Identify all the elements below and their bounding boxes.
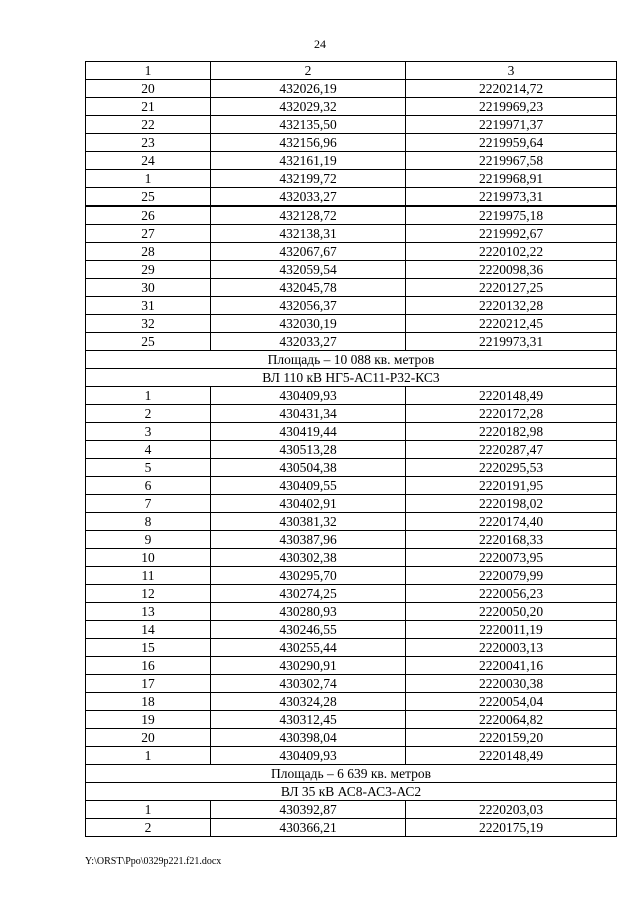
y-coordinate-cell: 2220098,36	[406, 261, 617, 279]
y-coordinate-cell: 2220050,20	[406, 603, 617, 621]
point-number-cell: 22	[86, 116, 211, 134]
x-coordinate-cell: 432128,72	[211, 206, 406, 225]
table-row	[86, 116, 617, 134]
y-coordinate-cell: 2220148,49	[406, 747, 617, 765]
x-coordinate-cell: 430409,93	[211, 747, 406, 765]
table-row	[86, 225, 617, 243]
y-coordinate-cell: 2220168,33	[406, 531, 617, 549]
x-coordinate-cell: 432059,54	[211, 261, 406, 279]
column-header-point: 1	[86, 62, 211, 80]
point-number-cell: 1	[86, 170, 211, 188]
x-coordinate-cell: 430381,32	[211, 513, 406, 531]
y-coordinate-cell: 2220198,02	[406, 495, 617, 513]
x-coordinate-cell: 432199,72	[211, 170, 406, 188]
y-coordinate-cell: 2220127,25	[406, 279, 617, 297]
point-number-cell: 23	[86, 134, 211, 152]
x-coordinate-cell: 432156,96	[211, 134, 406, 152]
x-coordinate-cell: 430302,74	[211, 675, 406, 693]
x-coordinate-cell: 430398,04	[211, 729, 406, 747]
point-number-cell: 19	[86, 711, 211, 729]
column-header-y: 3	[406, 62, 617, 80]
point-number-cell: 13	[86, 603, 211, 621]
point-number-cell: 26	[86, 206, 211, 225]
y-coordinate-cell: 2219971,37	[406, 116, 617, 134]
x-coordinate-cell: 432026,19	[211, 80, 406, 98]
x-coordinate-cell: 430402,91	[211, 495, 406, 513]
y-coordinate-cell: 2219967,58	[406, 152, 617, 170]
coordinates-table	[85, 61, 617, 837]
point-number-cell: 25	[86, 188, 211, 207]
point-number-cell: 6	[86, 477, 211, 495]
x-coordinate-cell: 432067,67	[211, 243, 406, 261]
table-row	[86, 495, 617, 513]
x-coordinate-cell: 432033,27	[211, 333, 406, 351]
y-coordinate-cell: 2219975,18	[406, 206, 617, 225]
y-coordinate-cell: 2220064,82	[406, 711, 617, 729]
y-coordinate-cell: 2220073,95	[406, 549, 617, 567]
point-number-cell: 1	[86, 747, 211, 765]
y-coordinate-cell: 2220182,98	[406, 423, 617, 441]
point-number-cell: 4	[86, 441, 211, 459]
x-coordinate-cell: 430274,25	[211, 585, 406, 603]
table-row	[86, 261, 617, 279]
point-number-cell: 30	[86, 279, 211, 297]
table-row	[86, 567, 617, 585]
x-coordinate-cell: 430366,21	[211, 819, 406, 837]
x-coordinate-cell: 430246,55	[211, 621, 406, 639]
table-row	[86, 585, 617, 603]
y-coordinate-cell: 2220148,49	[406, 387, 617, 405]
x-coordinate-cell: 430387,96	[211, 531, 406, 549]
x-coordinate-cell: 430419,44	[211, 423, 406, 441]
point-number-cell: 12	[86, 585, 211, 603]
table-row	[86, 206, 617, 225]
table-row	[86, 98, 617, 116]
x-coordinate-cell: 432029,32	[211, 98, 406, 116]
table-row	[86, 459, 617, 477]
y-coordinate-cell: 2220203,03	[406, 801, 617, 819]
y-coordinate-cell: 2220056,23	[406, 585, 617, 603]
x-coordinate-cell: 432138,31	[211, 225, 406, 243]
y-coordinate-cell: 2220132,28	[406, 297, 617, 315]
table-row	[86, 477, 617, 495]
table-row	[86, 188, 617, 207]
table-row	[86, 441, 617, 459]
y-coordinate-cell: 2220030,38	[406, 675, 617, 693]
y-coordinate-cell: 2220172,28	[406, 405, 617, 423]
table-row	[86, 639, 617, 657]
y-coordinate-cell: 2220191,95	[406, 477, 617, 495]
x-coordinate-cell: 430392,87	[211, 801, 406, 819]
table-row	[86, 693, 617, 711]
y-coordinate-cell: 2219969,23	[406, 98, 617, 116]
x-coordinate-cell: 432161,19	[211, 152, 406, 170]
x-coordinate-cell: 430255,44	[211, 639, 406, 657]
point-number-cell: 28	[86, 243, 211, 261]
table-caption-row	[86, 351, 617, 369]
x-coordinate-cell: 430312,45	[211, 711, 406, 729]
y-coordinate-cell: 2220212,45	[406, 315, 617, 333]
table-row	[86, 621, 617, 639]
x-coordinate-cell: 430290,91	[211, 657, 406, 675]
table-row	[86, 152, 617, 170]
table-row	[86, 297, 617, 315]
y-coordinate-cell: 2220011,19	[406, 621, 617, 639]
x-coordinate-cell: 430409,93	[211, 387, 406, 405]
caption-cell: Площадь – 6 639 кв. метров	[86, 765, 617, 783]
x-coordinate-cell: 432030,19	[211, 315, 406, 333]
table-caption-row	[86, 765, 617, 783]
point-number-cell: 2	[86, 405, 211, 423]
y-coordinate-cell: 2220214,72	[406, 80, 617, 98]
y-coordinate-cell: 2220079,99	[406, 567, 617, 585]
y-coordinate-cell: 2220295,53	[406, 459, 617, 477]
point-number-cell: 14	[86, 621, 211, 639]
point-number-cell: 25	[86, 333, 211, 351]
caption-cell: ВЛ 110 кВ НГ5-АС11-Р32-КС3	[86, 369, 617, 387]
point-number-cell: 9	[86, 531, 211, 549]
point-number-cell: 24	[86, 152, 211, 170]
column-header-x: 2	[211, 62, 406, 80]
table-row	[86, 603, 617, 621]
point-number-cell: 1	[86, 801, 211, 819]
point-number-cell: 1	[86, 387, 211, 405]
point-number-cell: 7	[86, 495, 211, 513]
point-number-cell: 32	[86, 315, 211, 333]
y-coordinate-cell: 2220159,20	[406, 729, 617, 747]
table-row	[86, 513, 617, 531]
table-row	[86, 80, 617, 98]
point-number-cell: 2	[86, 819, 211, 837]
table-row	[86, 170, 617, 188]
table-caption-row	[86, 369, 617, 387]
table-row	[86, 279, 617, 297]
document-file-path: Y:\ORST\Ppo\0329p221.f21.docx	[85, 856, 222, 867]
caption-cell: Площадь – 10 088 кв. метров	[86, 351, 617, 369]
table-caption-row	[86, 783, 617, 801]
point-number-cell: 3	[86, 423, 211, 441]
x-coordinate-cell: 432045,78	[211, 279, 406, 297]
point-number-cell: 21	[86, 98, 211, 116]
y-coordinate-cell: 2220003,13	[406, 639, 617, 657]
x-coordinate-cell: 432033,27	[211, 188, 406, 207]
y-coordinate-cell: 2220102,22	[406, 243, 617, 261]
table-row	[86, 134, 617, 152]
x-coordinate-cell: 430324,28	[211, 693, 406, 711]
table-row	[86, 819, 617, 837]
x-coordinate-cell: 432135,50	[211, 116, 406, 134]
point-number-cell: 17	[86, 675, 211, 693]
x-coordinate-cell: 432056,37	[211, 297, 406, 315]
y-coordinate-cell: 2220175,19	[406, 819, 617, 837]
y-coordinate-cell: 2220174,40	[406, 513, 617, 531]
point-number-cell: 29	[86, 261, 211, 279]
point-number-cell: 16	[86, 657, 211, 675]
table-row	[86, 549, 617, 567]
x-coordinate-cell: 430409,55	[211, 477, 406, 495]
point-number-cell: 20	[86, 80, 211, 98]
table-row	[86, 675, 617, 693]
y-coordinate-cell: 2219992,67	[406, 225, 617, 243]
point-number-cell: 5	[86, 459, 211, 477]
point-number-cell: 31	[86, 297, 211, 315]
table-row	[86, 711, 617, 729]
y-coordinate-cell: 2219968,91	[406, 170, 617, 188]
table-row	[86, 405, 617, 423]
y-coordinate-cell: 2219973,31	[406, 333, 617, 351]
point-number-cell: 18	[86, 693, 211, 711]
point-number-cell: 15	[86, 639, 211, 657]
x-coordinate-cell: 430302,38	[211, 549, 406, 567]
table-row	[86, 333, 617, 351]
table-row	[86, 423, 617, 441]
y-coordinate-cell: 2220041,16	[406, 657, 617, 675]
point-number-cell: 27	[86, 225, 211, 243]
table-header-row	[86, 62, 617, 80]
table-row	[86, 747, 617, 765]
table-body	[86, 62, 617, 837]
table-row	[86, 243, 617, 261]
x-coordinate-cell: 430513,28	[211, 441, 406, 459]
y-coordinate-cell: 2219973,31	[406, 188, 617, 207]
caption-cell: ВЛ 35 кВ АС8-АС3-АС2	[86, 783, 617, 801]
y-coordinate-cell: 2220054,04	[406, 693, 617, 711]
x-coordinate-cell: 430280,93	[211, 603, 406, 621]
y-coordinate-cell: 2219959,64	[406, 134, 617, 152]
x-coordinate-cell: 430504,38	[211, 459, 406, 477]
point-number-cell: 10	[86, 549, 211, 567]
table-row	[86, 657, 617, 675]
point-number-cell: 8	[86, 513, 211, 531]
table-row	[86, 729, 617, 747]
page-number: 24	[314, 37, 326, 51]
table-row	[86, 531, 617, 549]
point-number-cell: 20	[86, 729, 211, 747]
x-coordinate-cell: 430295,70	[211, 567, 406, 585]
table-row	[86, 801, 617, 819]
table-row	[86, 387, 617, 405]
point-number-cell: 11	[86, 567, 211, 585]
table-row	[86, 315, 617, 333]
y-coordinate-cell: 2220287,47	[406, 441, 617, 459]
x-coordinate-cell: 430431,34	[211, 405, 406, 423]
